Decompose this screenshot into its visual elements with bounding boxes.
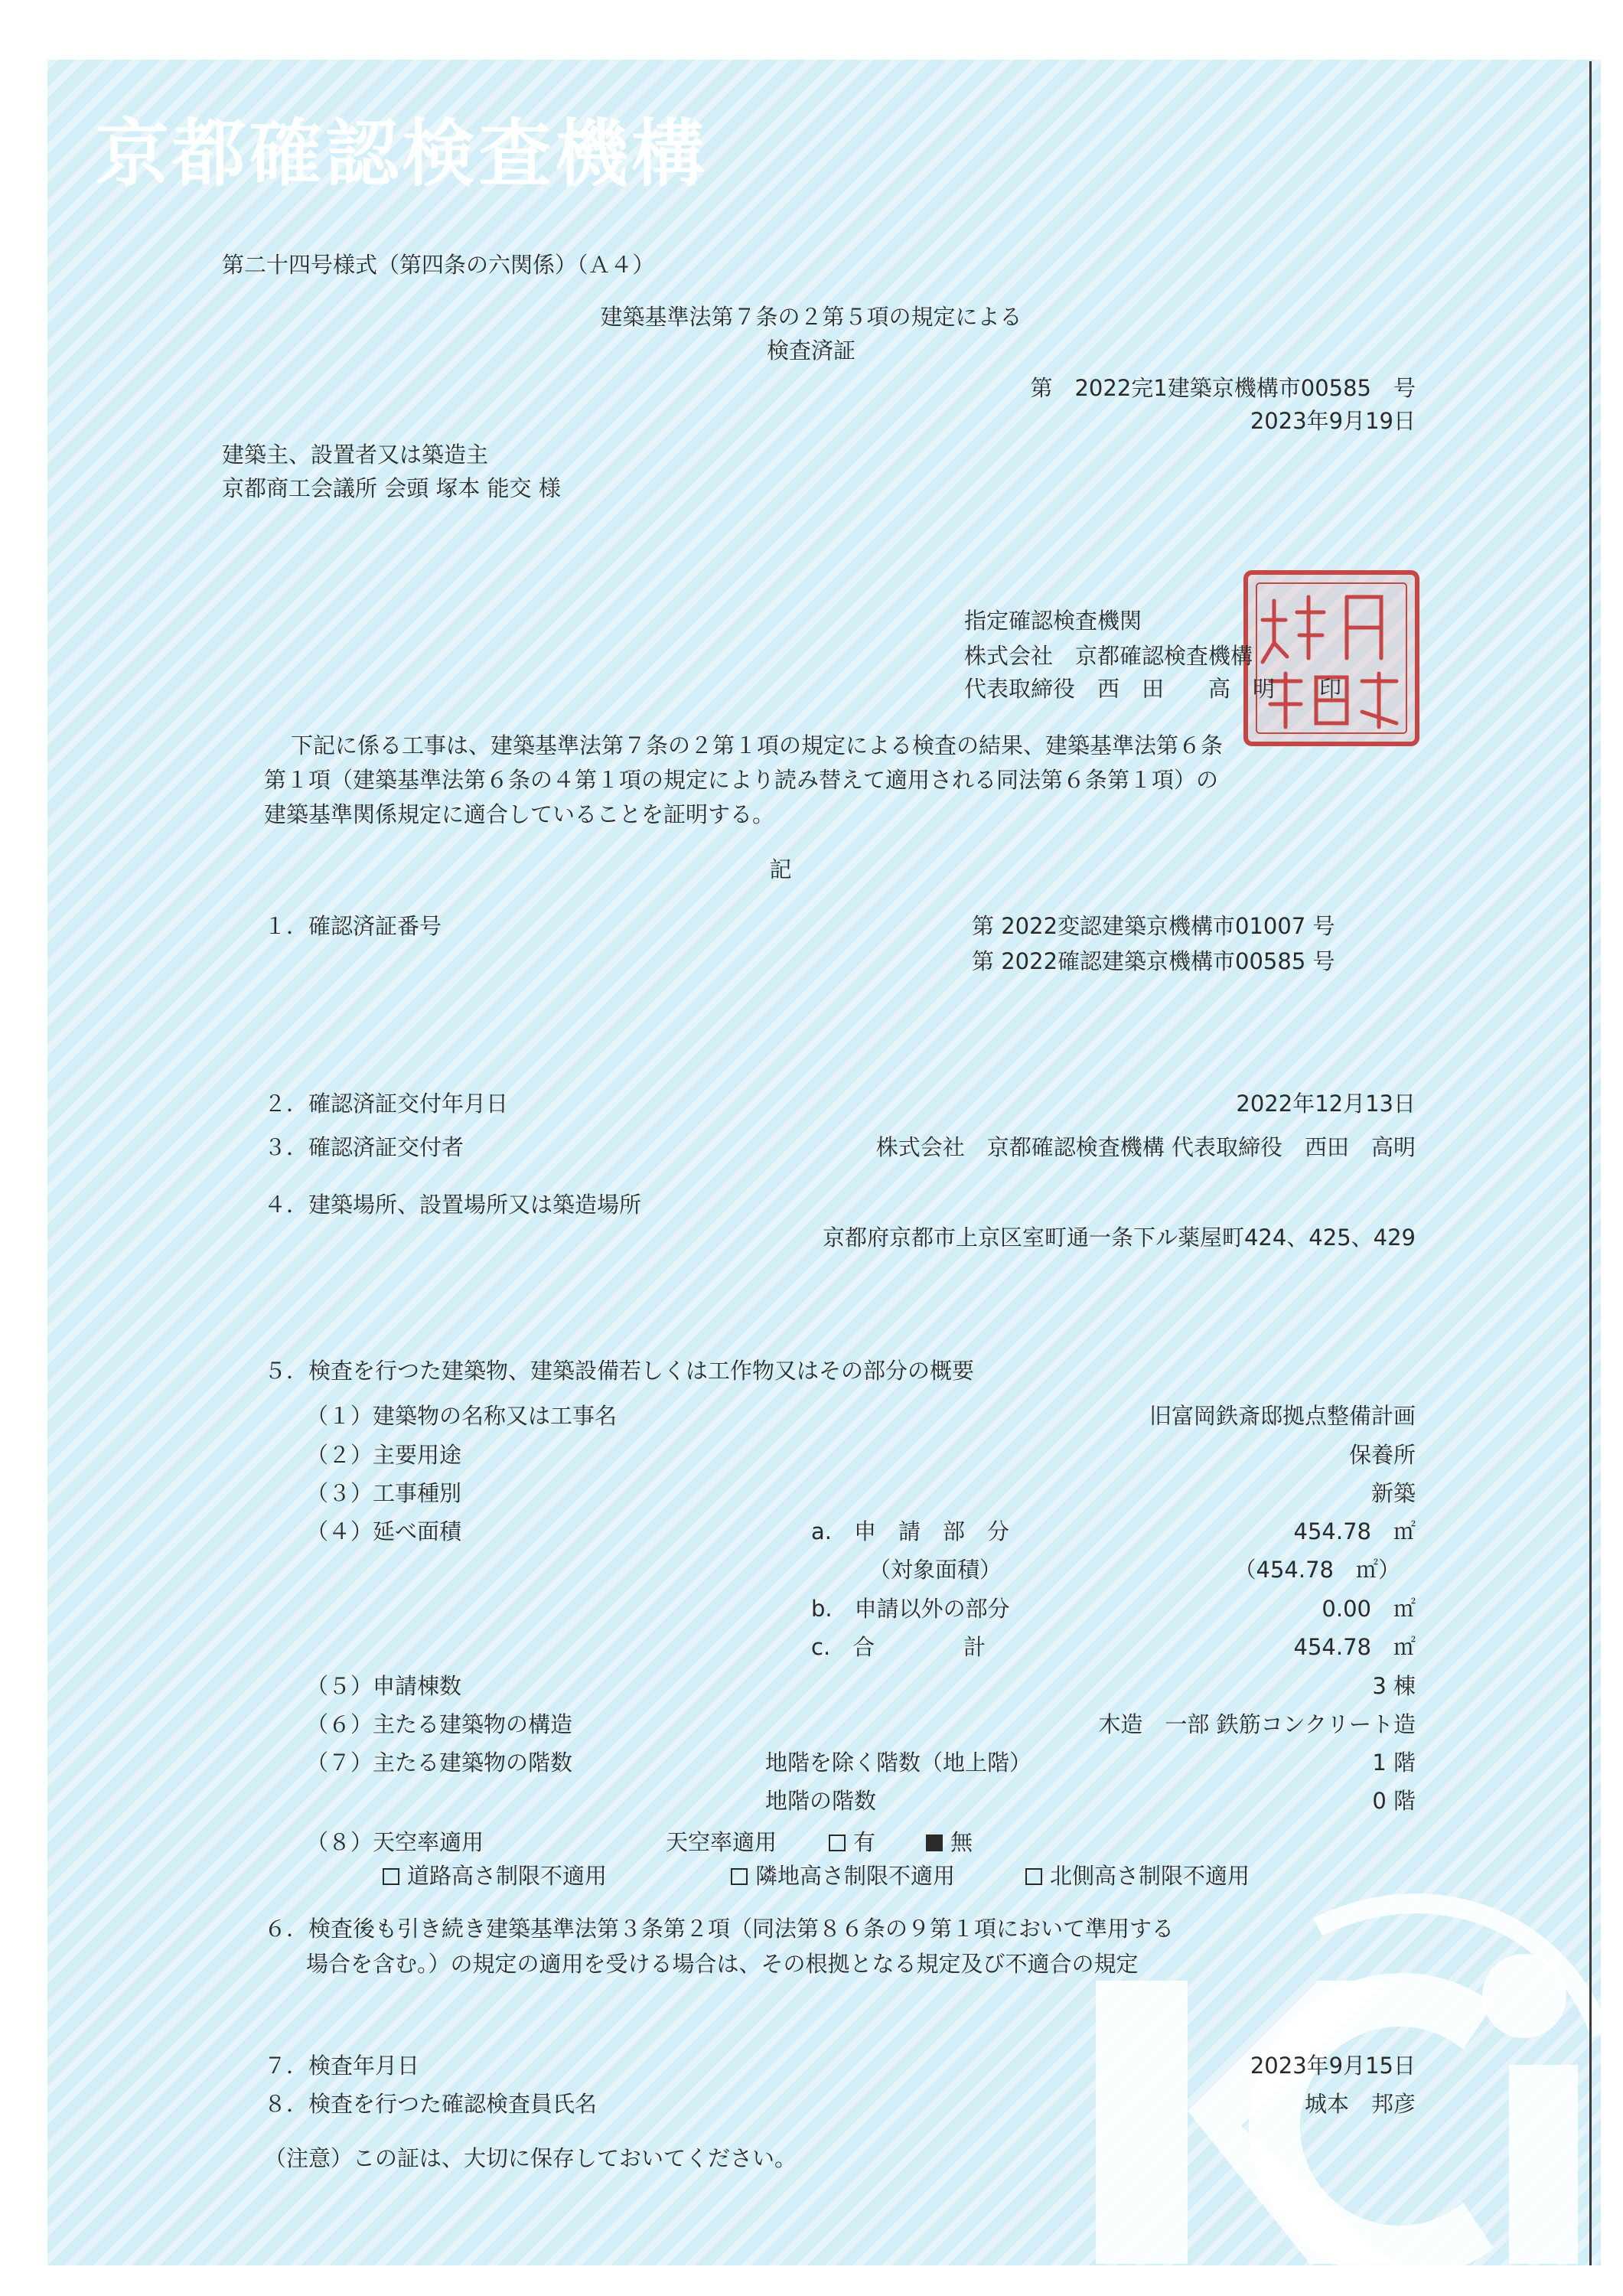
ki-heading: 記 (769, 856, 792, 882)
s6-label: （６）主たる建築物の構造 (306, 1711, 573, 1737)
s7-below-value: 0 階 (1372, 1788, 1416, 1814)
item1-value-2: 第 2022確認建築京機構市00585 号 (972, 948, 1335, 974)
body-text-line-2: 第１項（建築基準法第６条の４第１項の規定により読み替えて適用される同法第６条第１項）の (264, 767, 1219, 793)
s4-a-value: 454.78 ㎡ (1293, 1518, 1416, 1544)
applicant-label: 建築主、設置者又は築造主 (222, 442, 489, 468)
item3-label: ３．確認済証交付者 (264, 1134, 464, 1160)
s2-value: 保養所 (1348, 1442, 1416, 1468)
item6-line-1: ６．検査後も引き続き建築基準法第３条第２項（同法第８６条の９第１項において準用する (264, 1916, 1175, 1942)
item8-value: 城本 邦彦 (1304, 2091, 1416, 2117)
item2-value: 2022年12月13日 (1236, 1091, 1416, 1117)
s7-label: （７）主たる建築物の階数 (306, 1750, 573, 1776)
s4-b-label: b. 申請以外の部分 (811, 1596, 1010, 1622)
s4-b-value: 0.00 ㎡ (1322, 1596, 1416, 1622)
issuer-label: 指定確認検査機関 (964, 608, 1142, 634)
s4-c-value: 454.78 ㎡ (1293, 1634, 1416, 1660)
s7-below-label: 地階の階数 (765, 1788, 877, 1814)
item8-label: ８．検査を行つた確認検査員氏名 (264, 2091, 598, 2117)
company-seal-stamp (1240, 566, 1423, 750)
s5-label: （５）申請棟数 (306, 1673, 462, 1699)
title-line-2: 検査済証 (766, 338, 855, 364)
item2-label: ２．確認済証交付年月日 (264, 1091, 509, 1117)
item3-value: 株式会社 京都確認検査機構 代表取締役 西田 高明 (875, 1134, 1416, 1160)
item1-label: １．確認済証番号 (264, 913, 442, 939)
s4-sub-label: （対象面積） (869, 1557, 1002, 1583)
s8-yes-option[interactable] (829, 1831, 875, 1854)
s6-value: 木造 一部 鉄筋コンクリート造 (1098, 1711, 1416, 1737)
applicant-name: 京都商工会議所 会頭 塚本 能交 様 (222, 475, 561, 501)
s3-label: （３）工事種別 (306, 1480, 462, 1506)
s8-option-2-checkbox[interactable] (731, 1868, 748, 1885)
form-header: 第二十四号様式（第四条の六関係）（Ａ４） (222, 252, 655, 278)
s5-value: 3 棟 (1372, 1673, 1416, 1699)
s8-option-1-checkbox[interactable] (383, 1868, 399, 1885)
s8-label: （８）天空率適用 (306, 1829, 484, 1855)
body-text-line-3: 建築基準関係規定に適合していることを証明する。 (264, 801, 775, 827)
s2-label: （２）主要用途 (306, 1442, 462, 1468)
body-text-line-1: 下記に係る工事は、建築基準法第７条の２第１項の規定による検査の結果、建築基準法第６条 (291, 732, 1224, 758)
s8-no-option[interactable] (926, 1831, 973, 1854)
s8-no-label: 無 (950, 1829, 973, 1855)
issuer-representative: 代表取締役 西 田 高 明 印 (964, 676, 1342, 702)
watermark-title: 京都確認検査機構 (96, 111, 708, 197)
s7-above-label: 地階を除く階数（地上階） (765, 1750, 1032, 1776)
s8-no-checkbox[interactable] (926, 1835, 943, 1851)
item1-value-1: 第 2022変認建築京機構市01007 号 (972, 913, 1335, 939)
item6-line-2: 場合を含む。）の規定の適用を受ける場合は、その根拠となる規定及び不適合の規定 (306, 1951, 1139, 1977)
item4-value: 京都府京都市上京区室町通一条下ル薬屋町424、425、429 (822, 1225, 1416, 1251)
s7-above-value: 1 階 (1372, 1750, 1416, 1776)
s1-label: （１）建築物の名称又は工事名 (306, 1403, 618, 1429)
s8-option-1-label: 道路高さ制限不適用 (407, 1863, 608, 1889)
title-line-1: 建築基準法第７条の２第５項の規定による (600, 304, 1022, 330)
s3-value: 新築 (1370, 1480, 1416, 1506)
s8-option-2-label: 隣地高さ制限不適用 (755, 1863, 956, 1889)
item4-label: ４．建築場所、設置場所又は築造場所 (264, 1192, 642, 1218)
s8-option-2[interactable] (731, 1865, 955, 1887)
issue-date: 2023年9月19日 (1250, 408, 1416, 434)
s4-label: （４）延べ面積 (306, 1518, 462, 1544)
s8-option-1[interactable] (383, 1865, 607, 1887)
care-note: （注意）この証は、大切に保存しておいてください。 (264, 2145, 797, 2171)
s8-option-3[interactable] (1025, 1865, 1250, 1887)
s8-option-3-label: 北側高さ制限不適用 (1050, 1863, 1250, 1889)
s8-option-3-checkbox[interactable] (1025, 1868, 1042, 1885)
s4-c-label: c. 合 計 (811, 1634, 986, 1660)
issuer-org: 株式会社 京都確認検査機構 (964, 643, 1253, 669)
s1-value: 旧富岡鉄斎邸拠点整備計画 (1149, 1403, 1416, 1429)
item7-label: ７．検査年月日 (264, 2053, 420, 2079)
s8-yes-label: 有 (853, 1829, 876, 1855)
s8-apply-label: 天空率適用 (666, 1829, 777, 1855)
s8-yes-checkbox[interactable] (829, 1835, 846, 1851)
certificate-number: 第 2022完1建築京機構市00585 号 (1030, 375, 1416, 401)
item7-value: 2023年9月15日 (1250, 2053, 1416, 2079)
page-edge-line (1589, 61, 1592, 2265)
s4-sub-value: （454.78 ㎡） (1234, 1557, 1400, 1583)
s4-a-label: a. 申 請 部 分 (811, 1518, 1009, 1544)
item5-label: ５．検査を行つた建築物、建築設備若しくは工作物又はその部分の概要 (264, 1358, 975, 1384)
